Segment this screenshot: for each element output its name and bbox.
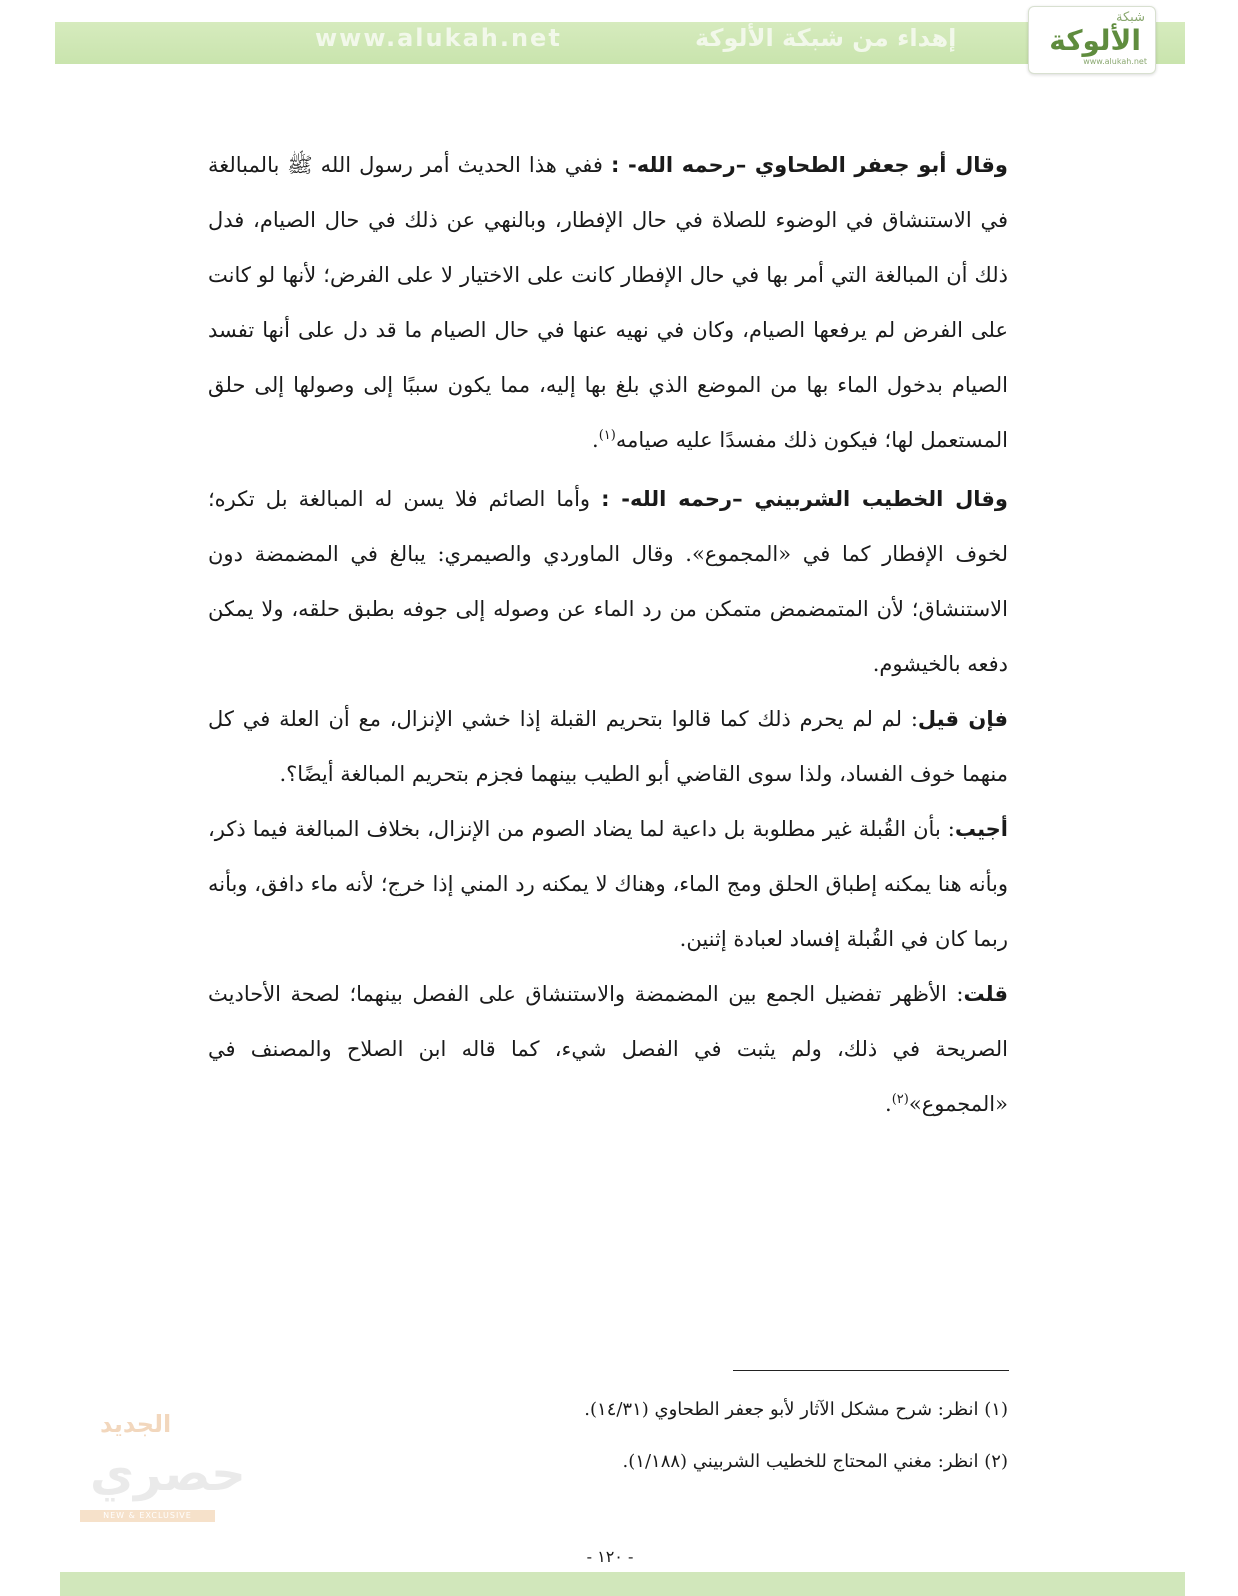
paragraph-tahawi (208, 138, 1008, 468)
page-number: - ١٢٠ - (586, 1547, 634, 1566)
footnote-2: (٢) انظر: مغني المحتاج للخطيب الشربيني (١/١٨٨). (622, 1451, 1008, 1472)
paragraph-question (208, 692, 1008, 802)
paragraph-lead: أجيب (954, 817, 1008, 841)
footnotes (300, 1384, 1008, 1488)
watermark-top-text: الجديد (100, 1410, 172, 1438)
paragraph-lead: فإن قيل (917, 707, 1008, 731)
paragraph-lead: وقال الخطيب الشربيني –رحمه الله- : (601, 487, 1008, 511)
paragraph-text: وأما الصائم فلا يسن له المبالغة بل تكره؛ لخوف الإفطار كما في «المجموع». وقال الماوردي والصيمري: يبالغ في المضمضة دون الاستنشاق؛ لأن المتمضمض متمكن من رد الماء عن وصوله إلى جوفه بطبق حلقه، ولا يمكن دفعه بالخيشوم. (208, 487, 1008, 676)
paragraph-conclusion (208, 967, 1008, 1132)
watermark-main-text: حصري (90, 1446, 246, 1502)
footnote-1: (١) انظر: شرح مشكل الآثار لأبو جعفر الطحاوي (١٤/٣١). (584, 1399, 1008, 1420)
logo-main-text: الألوكة (1049, 24, 1141, 57)
footnote-ref-2[interactable]: (٢) (891, 1092, 909, 1107)
footnote-ref-1[interactable]: (١) (598, 428, 616, 443)
paragraph-shirbini (208, 472, 1008, 692)
footer-bar (60, 1572, 1185, 1596)
alukah-logo (1028, 6, 1156, 74)
paragraph-lead: قلت (963, 982, 1008, 1006)
paragraph-text: ففي هذا الحديث أمر رسول الله ﷺ بالمبالغة في الاستنشاق في الوضوء للصلاة في حال الإفطار، وبالنهي عن ذلك في حال الصيام، فدل ذلك أن المبالغة التي أمر بها في حال الإفطار كانت على الاختيار لا على الفرض؛ لأنها لو كانت على الفرض لم يرفعها الصيام، وكان في نهيه عنها في حال الصيام ما قد دل على أنها تفسد الصيام بدخول الماء بها من الموضع الذي بلغ بها إليه، مما يكون سببًا إلى وصولها إلى حلق المستعمل لها؛ فيكون ذلك مفسدًا عليه صيامه (208, 153, 1008, 452)
logo-top-text: شبكة (1116, 10, 1145, 25)
watermark-strip: NEW & EXCLUSIVE (80, 1510, 215, 1522)
header-caption: إهداء من شبكة الألوكة (695, 24, 957, 52)
header-banner (55, 22, 1185, 64)
paragraph-answer (208, 802, 1008, 967)
watermark-logo (80, 1410, 246, 1530)
logo-url-text: www.alukah.net (1083, 57, 1147, 66)
footnote-divider (733, 1370, 1009, 1371)
page-body (208, 138, 1008, 1132)
paragraph-end: . (592, 428, 599, 452)
paragraph-text: : بأن القُبلة غير مطلوبة بل داعية لما يضاد الصوم من الإنزال، بخلاف المبالغة فيما ذكر، وبأنه هنا يمكنه إطباق الحلق ومج الماء، وهناك لا يمكنه رد المني إذا خرج؛ لأنه ماء دافق، وبأنه ربما كان في القُبلة إفساد لعبادة إثنين. (208, 817, 1008, 951)
paragraph-end: . (885, 1092, 892, 1116)
paragraph-text: : لم لم يحرم ذلك كما قالوا بتحريم القبلة إذا خشي الإنزال، مع أن العلة في كل منهما خوف الفساد، ولذا سوى القاضي أبو الطيب بينهما فجزم بتحريم المبالغة أيضًا؟. (208, 707, 1008, 786)
paragraph-lead: وقال أبو جعفر الطحاوي –رحمه الله- : (610, 153, 1008, 177)
paragraph-text: : الأظهر تفضيل الجمع بين المضمضة والاستنشاق على الفصل بينهما؛ لصحة الأحاديث الصريحة في ذلك، ولم يثبت في الفصل شيء، كما قاله ابن الصلاح والمصنف في «المجموع» (208, 982, 1008, 1116)
header-url: www.alukah.net (315, 24, 562, 52)
